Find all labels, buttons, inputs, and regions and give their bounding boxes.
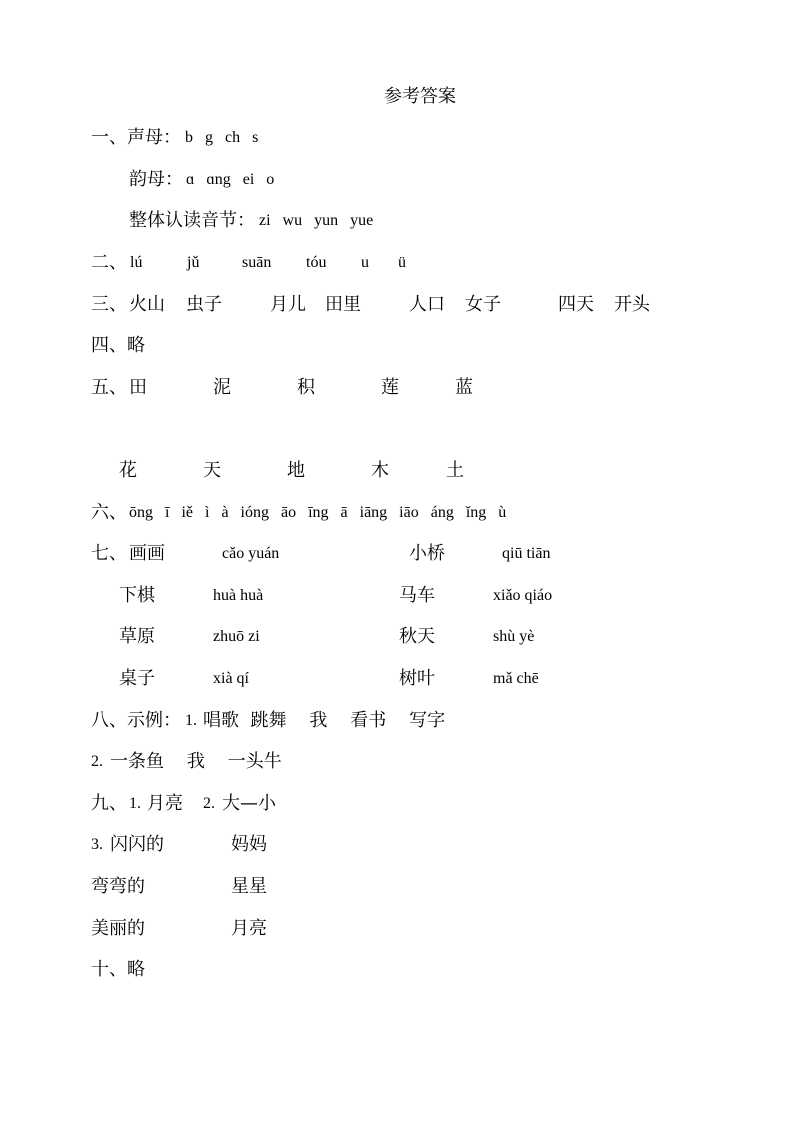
q9-right: 月亮 (231, 918, 267, 939)
q7-pinyin: huà huà (213, 587, 264, 604)
q10-label: 十、略 (91, 959, 145, 980)
q4-label: 四、略 (91, 335, 145, 356)
q7-word: 草原 (119, 626, 155, 647)
q2-item: suān (242, 254, 272, 271)
q5-char: 莲 (381, 377, 399, 398)
q8-label: 八、示例： (91, 710, 181, 731)
q9-number: 2. (203, 795, 215, 812)
q1-zhengti: zi wu yun yue (259, 212, 374, 229)
q7-pinyin: shù yè (493, 628, 535, 645)
q7-word: 下棋 (119, 585, 155, 606)
q3-item: 田里 (325, 294, 361, 315)
q7-word: 马车 (399, 585, 435, 606)
q5-char: 蓝 (455, 377, 473, 398)
q1-label: 一、声母： (91, 127, 181, 148)
q7-word: 桌子 (119, 668, 155, 689)
q9-answer: 大—小 (222, 793, 276, 814)
q3-label: 三、 (91, 294, 127, 315)
q9-left: 闪闪的 (110, 834, 164, 855)
q1-shengmu: b g ch s (185, 129, 259, 146)
q3-item: 四天 (558, 294, 594, 315)
q1-yunmu: ɑ ɑng ei o (186, 171, 275, 188)
q6-label: 六、 (91, 502, 127, 523)
q7-word: 树叶 (399, 668, 435, 689)
q2-item: lú (130, 254, 143, 271)
q5-char: 积 (297, 377, 315, 398)
q7-pinyin: cǎo yuán (222, 545, 280, 562)
q9-number: 3. (91, 836, 103, 853)
q7-pinyin: xià qí (213, 670, 249, 687)
q9-label: 九、 (91, 793, 127, 814)
q5-char: 地 (287, 460, 305, 481)
q8-number: 2. (91, 753, 103, 770)
q2-item: u (361, 254, 369, 271)
q2-item: tóu (306, 254, 327, 271)
q7-word: 画画 (129, 543, 165, 564)
q2-item: ü (398, 254, 406, 271)
q3-item: 女子 (465, 294, 501, 315)
q2-item: jǔ (187, 254, 200, 271)
q8-line1: 唱歌 跳舞 我 看书 写字 (203, 710, 446, 731)
q8-number: 1. (185, 712, 197, 729)
q7-word: 小桥 (409, 543, 445, 564)
q9-left: 美丽的 (91, 918, 145, 939)
q7-label: 七、 (91, 543, 127, 564)
q7-pinyin: xiǎo qiáo (493, 587, 553, 604)
q3-item: 虫子 (186, 294, 222, 315)
q7-word: 秋天 (399, 626, 435, 647)
q9-left: 弯弯的 (91, 876, 145, 897)
q2-label: 二、 (91, 252, 127, 273)
q5-char: 田 (129, 377, 147, 398)
q5-label: 五、 (91, 377, 127, 398)
q3-item: 火山 (129, 294, 165, 315)
q6-answers: ōng ī iě ì à ióng āo īng ā iāng iāo áng ǐng ù (129, 504, 507, 521)
q5-char: 花 (119, 460, 137, 481)
q5-char: 木 (371, 460, 389, 481)
q7-pinyin: zhuō zi (213, 628, 260, 645)
q3-item: 人口 (409, 294, 445, 315)
q1-zhengti-label: 整体认读音节： (129, 210, 255, 231)
q7-pinyin: qiū tiān (502, 545, 551, 562)
q3-item: 月儿 (270, 294, 306, 315)
page-title: 参考答案 (384, 86, 456, 107)
q1-yunmu-label: 韵母： (129, 169, 183, 190)
q7-pinyin: mǎ chē (493, 670, 539, 687)
q9-number: 1. (129, 795, 141, 812)
q9-right: 妈妈 (231, 834, 267, 855)
q5-char: 天 (203, 460, 221, 481)
q5-char: 土 (446, 460, 464, 481)
q9-answer: 月亮 (147, 793, 183, 814)
q3-item: 开头 (614, 294, 650, 315)
q5-char: 泥 (213, 377, 231, 398)
q9-right: 星星 (231, 876, 267, 897)
q8-line2: 一条鱼 我 一头牛 (110, 751, 282, 772)
